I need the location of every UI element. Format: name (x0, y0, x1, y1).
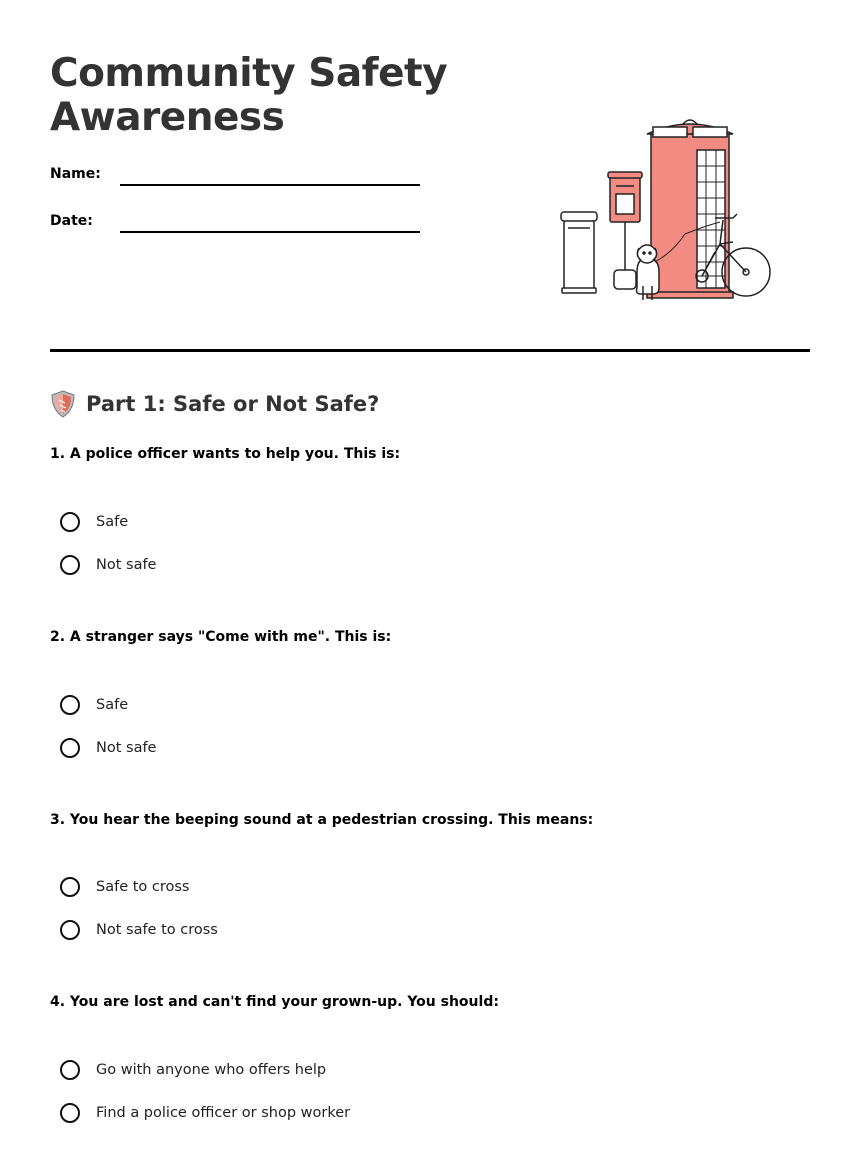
section-divider (50, 349, 810, 352)
option-label: Safe (96, 514, 129, 530)
question-3: 3. You hear the beeping sound at a pedestrian crossing. This means: (50, 812, 594, 828)
radio-button[interactable] (60, 555, 80, 575)
name-input-line[interactable] (120, 184, 420, 186)
option-q3-safe-to-cross[interactable] (60, 875, 190, 899)
option-q1-safe[interactable] (60, 510, 128, 534)
radio-button[interactable] (60, 1103, 80, 1123)
part-1-title: Part 1: Safe or Not Safe? (86, 392, 380, 416)
date-field[interactable] (50, 213, 420, 243)
title-line-2: Awareness (50, 95, 285, 140)
option-q2-safe[interactable] (60, 693, 128, 717)
radio-button[interactable] (60, 512, 80, 532)
shield-icon (50, 390, 76, 418)
question-1: 1. A police officer wants to help you. This is: (50, 446, 401, 462)
page-title (50, 52, 447, 140)
part-1-heading (50, 388, 379, 420)
pillar-postbox-icon (561, 212, 597, 293)
option-label: Go with anyone who offers help (96, 1062, 327, 1078)
radio-button[interactable] (60, 1060, 80, 1080)
option-label: Not safe (96, 557, 157, 573)
option-label: Safe (96, 697, 129, 713)
name-field[interactable] (50, 166, 420, 196)
date-input-line[interactable] (120, 231, 420, 233)
name-label: Name: (50, 166, 101, 182)
question-4: 4. You are lost and can't find your grown-up. You should: (50, 994, 499, 1010)
phone-box-icon (647, 120, 733, 298)
option-label: Find a police officer or shop worker (96, 1105, 351, 1121)
date-label: Date: (50, 213, 93, 229)
option-q2-not-safe[interactable] (60, 736, 156, 760)
radio-button[interactable] (60, 920, 80, 940)
title-line-1: Community Safety (50, 51, 448, 96)
option-q4-find-police-officer[interactable] (60, 1101, 350, 1125)
radio-button[interactable] (60, 738, 80, 758)
radio-button[interactable] (60, 695, 80, 715)
question-2: 2. A stranger says "Come with me". This is: (50, 629, 392, 645)
option-q1-not-safe[interactable] (60, 553, 156, 577)
option-q3-not-safe-to-cross[interactable] (60, 918, 218, 942)
radio-button[interactable] (60, 877, 80, 897)
option-q4-go-with-anyone[interactable] (60, 1058, 326, 1082)
option-label: Not safe (96, 740, 157, 756)
option-label: Safe to cross (96, 879, 190, 895)
option-label: Not safe to cross (96, 922, 218, 938)
street-scene-illustration (555, 112, 780, 307)
